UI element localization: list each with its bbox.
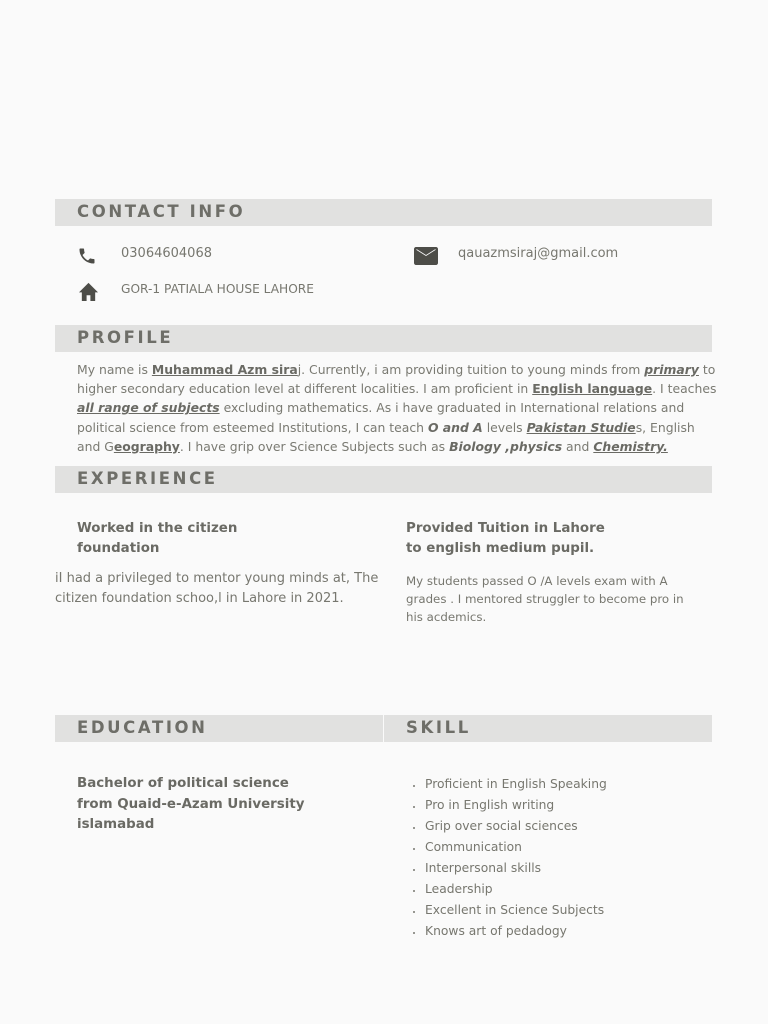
profile-name: Muhammad Azm sira bbox=[151, 362, 298, 377]
email-address: qauazmsiraj@gmail.com bbox=[458, 246, 619, 261]
profile-band bbox=[55, 325, 712, 352]
skill-item: • Proficient in English Speaking bbox=[424, 774, 607, 795]
mail-icon bbox=[414, 246, 438, 266]
profile-paragraph: My name is Muhammad Azm siraj. Currently, i am providing tuition to young minds from primary to higher secondary education level at different localities. I am proficient in English language. I teaches all range of subjects excluding mathematics. As i have graduated in International relations and political science from esteemed Institutions, I can teach O and A levels Pakistan Studies, English and Geography. I have grip over Science Subjects such as Biology ,physics and Chemistry. bbox=[77, 362, 717, 454]
skill-item: • Interpersonal skills bbox=[424, 858, 607, 879]
skill-item: • Leadership bbox=[424, 879, 607, 900]
experience-body-2: My students passed O /A levels exam with A grades . I mentored struggler to become pro in his acdemics. bbox=[406, 574, 684, 625]
education-band bbox=[55, 715, 383, 742]
skill-heading: SKILL bbox=[406, 718, 471, 737]
education-degree: Bachelor of political science from Quaid-e-Azam University islamabad bbox=[77, 776, 305, 832]
contact-info-heading: CONTACT INFO bbox=[77, 202, 246, 221]
skill-band bbox=[384, 715, 712, 742]
phone-icon bbox=[77, 246, 97, 266]
profile-heading: PROFILE bbox=[77, 328, 174, 347]
experience-heading: EXPERIENCE bbox=[77, 469, 218, 488]
experience-title-1: Worked in the citizen foundation bbox=[77, 521, 238, 556]
skill-item: • Communication bbox=[424, 837, 607, 858]
experience-body-1: iI had a privileged to mentor young minds at, The citizen foundation schoo,l in Lahore in 2021. bbox=[55, 571, 379, 606]
skill-item: • Excellent in Science Subjects bbox=[424, 900, 607, 921]
phone-number: 03064604068 bbox=[121, 246, 212, 261]
skill-item: • Grip over social sciences bbox=[424, 816, 607, 837]
address: GOR-1 PATIALA HOUSE LAHORE bbox=[121, 282, 314, 296]
experience-title-2: Provided Tuition in Lahore to english medium pupil. bbox=[406, 521, 605, 556]
skill-item: • Knows art of pedadogy bbox=[424, 921, 607, 942]
home-icon bbox=[77, 281, 100, 301]
skill-list bbox=[406, 774, 607, 942]
experience-band bbox=[55, 466, 712, 493]
skill-item: • Pro in English writing bbox=[424, 795, 607, 816]
education-heading: EDUCATION bbox=[77, 718, 208, 737]
contact-info-band bbox=[55, 199, 712, 226]
